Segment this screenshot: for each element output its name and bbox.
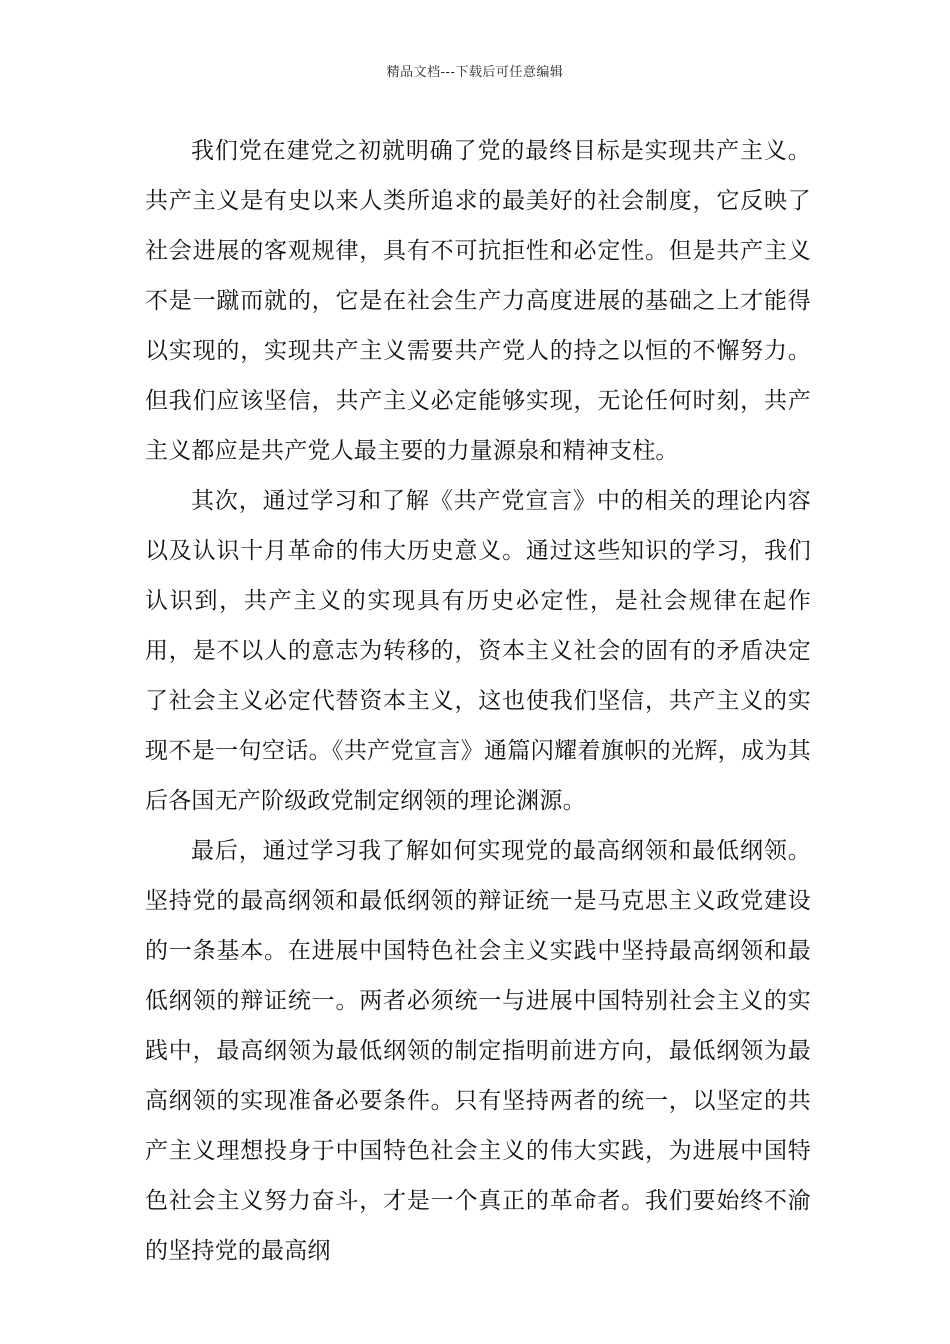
paragraph-3: 最后，通过学习我了解如何实现党的最高纲领和最低纲领。坚持党的最高纲领和最低纲领的辩证统一是马克思主义政党建设的一条基本。在进展中国特色社会主义实践中坚持最高纲领和最低纲领的辩证统一。两者必须统一与进展中国特别社会主义的实践中，最高纲领为最低纲领的制定指明前进方向，最低纲领为最高纲领的实现准备必要条件。只有坚持两者的统一，以坚定的共产主义理想投身于中国特色社会主义的伟大实践，为进展中国特色社会主义努力奋斗，才是一个真正的革命者。我们要始终不渝的坚持党的最高纲 — [145, 838, 811, 1264]
paragraph-2: 其次，通过学习和了解《共产党宣言》中的相关的理论内容以及认识十月革命的伟大历史意义。通过这些知识的学习，我们认识到，共产主义的实现具有历史必定性，是社会规律在起作用，是不以人的意志为转移的，资本主义社会的固有的矛盾决定了社会主义必定代替资本主义，这也使我们坚信，共产主义的实现不是一句空话。《共产党宣言》通篇闪耀着旗帜的光辉，成为其后各国无产阶级政党制定纲领的理论渊源。 — [145, 488, 811, 814]
paragraph-1: 我们党在建党之初就明确了党的最终目标是实现共产主义。共产主义是有史以来人类所追求的最美好的社会制度，它反映了社会进展的客观规律，具有不可抗拒性和必定性。但是共产主义不是一蹴而就的，它是在社会生产力高度进展的基础之上才能得以实现的，实现共产主义需要共产党人的持之以恒的不懈努力。但我们应该坚信，共产主义必定能够实现，无论任何时刻，共产主义都应是共产党人最主要的力量源泉和精神支柱。 — [145, 138, 811, 464]
page-header: 精品文档---下载后可任意编辑 — [386, 65, 564, 80]
document-body — [145, 126, 811, 1276]
